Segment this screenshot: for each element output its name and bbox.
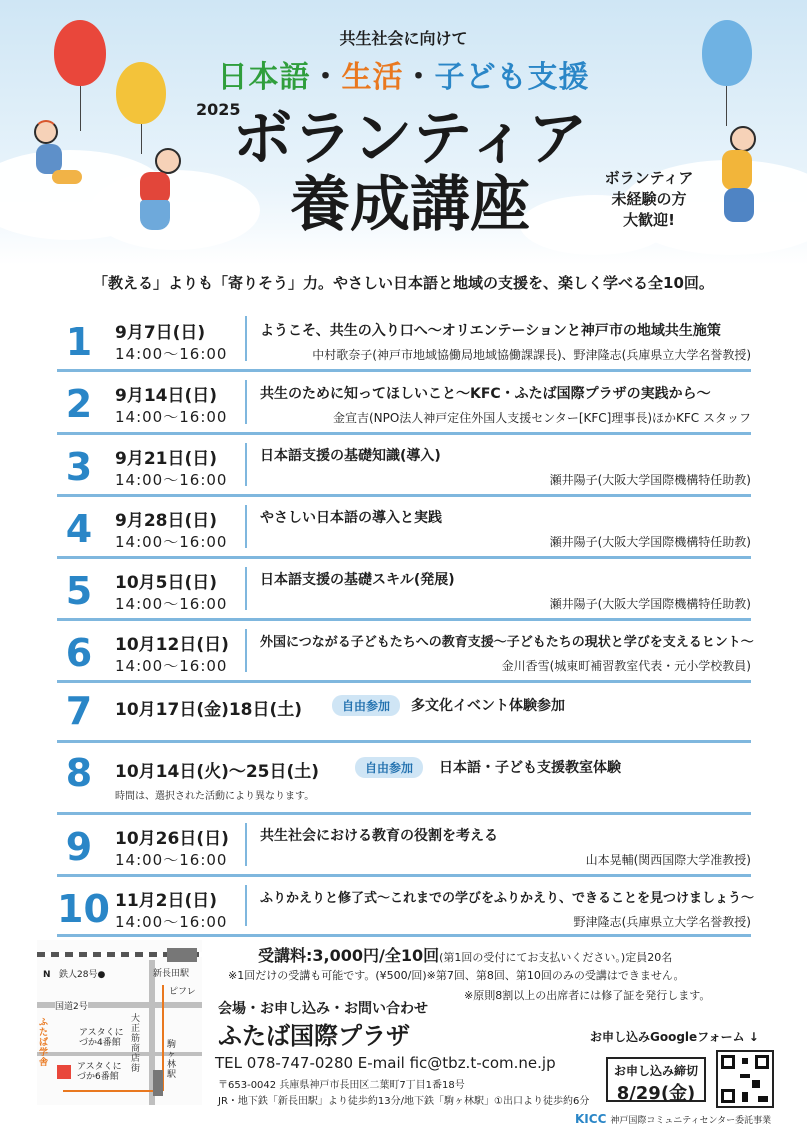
- session-speaker: 瀬井陽子(大阪大学国際機構特任助教): [549, 473, 751, 487]
- compass-icon: N: [43, 970, 51, 980]
- session-time: 14:00〜16:00: [115, 657, 228, 675]
- session-row: [57, 559, 751, 621]
- title-separator: ・: [310, 60, 342, 95]
- session-topic: 外国につながる子どもたちへの教育支援〜子どもたちの現状と学びを支えるヒント〜: [260, 635, 754, 650]
- session-number: 4: [65, 507, 93, 551]
- map-venue-marker: [57, 1065, 71, 1079]
- session-topic: 日本語支援の基礎知識(導入): [260, 448, 441, 464]
- map-label: ピフレ: [169, 987, 196, 997]
- footer-text: 神戸国際コミュニティセンター委託事業: [610, 1116, 772, 1126]
- divider: [245, 629, 247, 672]
- footer: [575, 1112, 771, 1126]
- map-route: [63, 1090, 163, 1092]
- session-time: 14:00〜16:00: [115, 533, 228, 551]
- session-row: [57, 743, 751, 815]
- kicc-logo: KICC: [575, 1112, 607, 1126]
- address: 〒653-0042 兵庫県神戸市長田区二葉町7丁目1番18号: [218, 1080, 465, 1091]
- kid-illustration-icon: [34, 120, 58, 144]
- welcome-line: ボランティア: [604, 169, 694, 187]
- qr-module: [740, 1074, 750, 1078]
- welcome-line: 大歓迎!: [623, 211, 675, 229]
- welcome-line: 未経験の方: [611, 190, 687, 208]
- balloon-string: [141, 124, 142, 154]
- free-participation-badge: 自由参加: [332, 695, 400, 716]
- session-row: [57, 815, 751, 877]
- session-speaker: 瀬井陽子(大阪大学国際機構特任助教): [549, 535, 751, 549]
- tagline: 「教える」よりも「寄りそう」力。やさしい日本語と地域の支援を、楽しく学べる全10回。: [93, 274, 714, 292]
- map-label: 鉄人28号●: [59, 970, 106, 980]
- venue-name: ふたば国際プラザ: [218, 1022, 410, 1050]
- session-topic: ふりかえりと修了式〜これまでの学びをふりかえり、できることを見つけましょう〜: [260, 891, 755, 906]
- session-time: 14:00〜16:00: [115, 471, 228, 489]
- deadline-box: [606, 1057, 706, 1102]
- divider: [245, 823, 247, 866]
- map-label: 大正筋商店街: [131, 1014, 141, 1074]
- session-date: 10月14日(火)〜25日(土): [115, 762, 320, 782]
- title-part-life: 生活: [341, 60, 404, 95]
- qr-module: [752, 1080, 760, 1088]
- session-speaker: 金川香雪(城東町補習教室代表・元小学校教員): [501, 659, 751, 673]
- session-topic: 日本語支援の基礎スキル(発展): [260, 572, 455, 588]
- session-row: [57, 435, 751, 497]
- map-label: 国道2号: [55, 999, 88, 1012]
- main-title: [210, 106, 610, 238]
- fee-note-2: ※原則8割以上の出席者には修了証を発行します。: [464, 989, 711, 1002]
- session-time: 14:00〜16:00: [115, 913, 228, 931]
- map-label: ふたば学舎: [39, 1018, 49, 1068]
- kid-illustration-icon: [730, 126, 756, 152]
- session-number: 9: [65, 825, 93, 869]
- session-topic: 日本語・子ども支援教室体験: [439, 760, 621, 776]
- fee-note: (第1回の受付にてお支払いください。)定員20名: [439, 951, 673, 964]
- divider: [245, 443, 247, 486]
- session-number: 2: [65, 382, 93, 426]
- deadline-date: 8/29(金): [616, 1083, 696, 1104]
- contact-line: TEL 078-747-0280 E-mail fic@tbz.t-com.ne.jp: [215, 1054, 556, 1072]
- session-date: 9月21日(日): [115, 449, 218, 469]
- welcome-callout: [593, 168, 705, 231]
- session-topic: やさしい日本語の導入と実践: [260, 510, 442, 526]
- map-station-block: [153, 1070, 163, 1096]
- session-number: 3: [65, 445, 93, 489]
- session-speaker: 瀬井陽子(大阪大学国際機構特任助教): [549, 597, 751, 611]
- session-note: 時間は、選択された活動により異なります。: [115, 791, 315, 802]
- session-topic: ようこそ、共生の入り口へ〜オリエンテーションと神戸市の地域共生施策: [260, 323, 721, 339]
- session-number: 7: [65, 689, 93, 733]
- session-number: 5: [65, 569, 93, 613]
- session-topic: 共生のために知ってほしいこと〜KFC・ふたば国際プラザの実践から〜: [260, 386, 711, 402]
- divider: [245, 380, 247, 424]
- title-separator: ・: [403, 60, 435, 95]
- session-date: 10月5日(日): [115, 573, 218, 593]
- session-date: 10月12日(日): [115, 635, 229, 655]
- schedule-list: [57, 308, 755, 937]
- divider: [245, 316, 247, 361]
- program-title: [0, 52, 807, 96]
- main-title-line1: ボランティア: [232, 104, 588, 174]
- google-form-label[interactable]: お申し込みGoogleフォーム ↓: [590, 1030, 759, 1044]
- session-time: 14:00〜16:00: [115, 345, 228, 363]
- subtitle: 共生社会に向けて: [339, 29, 468, 48]
- session-topic: 多文化イベント体験参加: [411, 698, 565, 714]
- session-row: [57, 372, 751, 435]
- session-date: 9月7日(日): [115, 323, 206, 343]
- qr-code-icon[interactable]: [716, 1050, 774, 1108]
- session-date: 10月26日(日): [115, 829, 229, 849]
- kid-illustration-icon: [140, 200, 170, 230]
- qr-finder: [721, 1055, 735, 1069]
- fee-note-1: ※1回だけの受講も可能です。(¥500/回)※第7回、第8回、第10回のみの受講はできません。: [228, 969, 685, 982]
- map-label: 駒ヶ林駅: [167, 1040, 177, 1080]
- session-row: [57, 683, 751, 743]
- title-part-children: 子ども支援: [434, 60, 590, 95]
- fee-info: [258, 943, 672, 966]
- session-time: 14:00〜16:00: [115, 408, 228, 426]
- title-part-japanese: 日本語: [217, 60, 311, 95]
- session-speaker: 山本晃輔(関西国際大学准教授): [585, 853, 751, 867]
- session-topic: 共生社会における教育の役割を考える: [260, 828, 498, 844]
- session-date: 9月28日(日): [115, 511, 218, 531]
- deadline-label: お申し込み締切: [613, 1064, 698, 1078]
- kid-illustration-icon: [52, 170, 82, 184]
- session-row: [57, 497, 751, 559]
- qr-module: [758, 1096, 768, 1102]
- session-number: 1: [65, 320, 93, 364]
- venue-label: 会場・お申し込み・お問い合わせ: [218, 1001, 428, 1017]
- map-label: 新長田駅: [153, 969, 190, 979]
- map-label: アスタくにづか6番館: [77, 1062, 122, 1082]
- session-time: 14:00〜16:00: [115, 851, 228, 869]
- map-label: アスタくにづか4番館: [79, 1028, 124, 1048]
- session-speaker: 野津隆志(兵庫県立大学名誉教授): [573, 915, 751, 929]
- session-number: 10: [57, 887, 110, 931]
- kid-illustration-icon: [724, 188, 754, 222]
- free-participation-badge: 自由参加: [355, 757, 423, 778]
- session-row: [57, 308, 751, 372]
- session-date: 11月2日(日): [115, 891, 218, 911]
- session-time: 14:00〜16:00: [115, 595, 228, 613]
- session-date: 10月17日(金)18日(土): [115, 700, 303, 720]
- divider: [245, 567, 247, 610]
- main-title-line2: 養成講座: [290, 170, 530, 240]
- divider: [245, 505, 247, 548]
- kid-illustration-icon: [722, 150, 752, 190]
- session-number: 6: [65, 631, 93, 675]
- session-row: [57, 877, 755, 937]
- qr-module: [742, 1058, 748, 1064]
- access-map: [37, 940, 202, 1105]
- kid-illustration-icon: [155, 148, 181, 174]
- map-station-block: [167, 948, 197, 962]
- qr-module: [742, 1092, 748, 1102]
- fee-main: 受講料:3,000円/全10回: [258, 946, 440, 965]
- year-label: 2025: [196, 100, 241, 119]
- session-number: 8: [65, 751, 93, 795]
- divider: [245, 885, 247, 926]
- session-date: 9月14日(日): [115, 386, 218, 406]
- session-row: [57, 621, 754, 683]
- qr-finder: [721, 1089, 735, 1103]
- session-speaker: 中村歌奈子(神戸市地域協働局地域協働課課長)、野津隆志(兵庫県立大学名誉教授): [312, 348, 751, 362]
- access-info: JR・地下鉄「新長田駅」より徒歩約13分/地下鉄「駒ヶ林駅」①出口より徒歩約6分: [218, 1096, 590, 1107]
- qr-finder: [755, 1055, 769, 1069]
- session-speaker: 金宣吉(NPO法人神戸定住外国人支援センター[KFC]理事長)ほかKFC スタッフ: [332, 411, 751, 425]
